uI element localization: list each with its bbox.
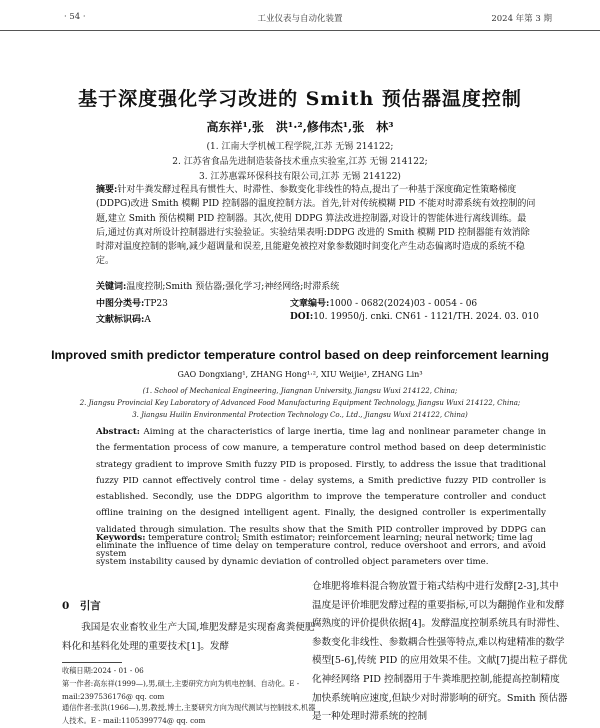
article-no-value: 1000 - 0682(2024)03 - 0054 - 06 <box>329 299 478 309</box>
keywords-en <box>96 530 546 562</box>
english-authors: GAO Dongxiang¹, ZHANG Hong¹·², XIU Weijie¹, ZHANG Lin³ <box>177 370 423 379</box>
article-no-row <box>290 296 477 309</box>
journal-name: 工业仪表与自动化装置 <box>257 14 343 24</box>
doc-code-label: 文献标识码: <box>96 315 145 325</box>
keywords-en-text: temperature control; Smith estimator; reinforcement learning; neural network; time lag system <box>96 533 533 559</box>
affiliation-2: 2. 江苏省食品先进制造装备技术重点实验室,江苏 无锡 214122; <box>172 157 428 167</box>
clc-row <box>96 296 168 309</box>
footnote-corresponding-author: 通信作者:张洪(1966—),男,教授,博士,主要研究方向为现代测试与控制技术,机器人技术。E - mail:1105399774@ qq. com <box>62 703 316 725</box>
doi-row <box>290 312 539 322</box>
header-rule <box>0 30 600 31</box>
intro-left-text: 我国是农业畜牧业生产大国,堆肥发酵是实现畜禽粪便肥料化和基料化处理的重要技术[1]。发酵 <box>62 622 315 652</box>
footnote-rule <box>62 662 122 663</box>
doi-label: DOI: <box>290 312 314 322</box>
affiliation-3: 3. 江苏惠霖环保科技有限公司,江苏 无锡 214122) <box>199 172 401 182</box>
doc-code-value: A <box>144 315 151 325</box>
abstract-cn-text: 针对牛粪发酵过程具有惯性大、时滞性、参数变化非线性的特点,提出了一种基于深度确定性策略梯度(DDPG)改进 Smith 模糊 PID 控制器的温度控制方法。首先,针对传统模糊 PID 不能对时滞系统有效控制的问题,建立 Smith 预估模糊 PID 控制器。其次,使用 DDPG 算法改进控制器,对设计的智能体进行离线训练。最后,通过仿真对所设计控制器进行实验验证。实验结果表明:DDPG 改进的 Smith 模糊 PID 控制器能有效消除时滞对温度控制的影响,减少超调量和误差,且能避免被控对象参数随时间变化产生动态偏离时造成的系统不稳定。 <box>96 185 536 267</box>
abstract-en-text: Aiming at the characteristics of large inertia, time lag and nonlinear parameter change in the fermentation process of cow manure, a temperature control method based on deep deterministic strategy gradient to improve Smith fuzzy PID is proposed. Firstly, to address the issue that traditional fuzzy PID cannot effectively control time - delay systems, a Smith predictive fuzzy PID controller is established. Secondly, use the DDPG algorithm to improve the temperature controller and conduct offline training on the designed intelligent agent. Finally, the designed controller is experimentally validated through simulation. The results show that the Smith PID controller improved by DDPG can eliminate the influence of time delay on temperature control, reduce overshoot and errors, and avoid system instability caused by dynamic deviation of controlled object parameters over time. <box>96 427 546 568</box>
section-number: 0 <box>62 600 70 612</box>
affiliation-1: (1. 江南大学机械工程学院,江苏 无锡 214122; <box>206 142 394 152</box>
author-list: 高东祥¹,张 洪¹·²,修伟杰¹,张 林³ <box>206 120 394 134</box>
keywords-en-label: Keywords: <box>96 533 146 543</box>
keywords-cn-text: 温度控制;Smith 预估器;强化学习;神经网络;时滞系统 <box>126 282 340 292</box>
doi-value: 10. 19950/j. cnki. CN61 - 1121/TH. 2024. 03. 010 <box>313 312 539 322</box>
doc-code-row <box>96 312 151 325</box>
abstract-cn <box>96 183 536 269</box>
english-title: Improved smith predictor temperature control based on deep reinforcement learning <box>51 348 549 362</box>
intro-right-column <box>312 578 568 727</box>
keywords-cn-label: 关键词: <box>96 282 127 292</box>
section-heading <box>62 598 101 613</box>
keywords-cn <box>96 280 536 294</box>
english-affiliation-3: 3. Jiangsu Huilin Environmental Protection Technology Co., Ltd., Jiangsu Wuxi 214122, China) <box>132 411 468 419</box>
clc-value: TP23 <box>144 299 168 309</box>
intro-right-text: 仓堆肥将堆料混合物放置于箱式结构中进行发酵[2-3],其中温度是评价堆肥发酵过程的重要指标,可以为翻抛作业和发酵腐熟度的评价提供依据[4]。发酵温度控制系统具有时滞性、参数变化非线性、参数耦合性强等特点,难以构建精准的数学模型[5-6],传统 PID 的应用效果不佳。文献[7]提出粒子群优化神经网络 PID 控制器用于牛粪堆肥控制,能提高控制精度加快系统响应速度,但缺少对时滞影响的研究。Smith 预估器是一种处理时滞系统的控制 <box>312 581 568 723</box>
footnote-first-author: 第一作者:高东祥(1999—),男,硕士,主要研究方向为机电控制、自动化。E - mail:2397536176@ qq. com <box>62 679 300 701</box>
section-title: 引言 <box>79 600 101 612</box>
clc-label: 中图分类号: <box>96 299 145 309</box>
footnote-received: 收稿日期:2024 - 01 - 06 <box>62 666 144 675</box>
issue-label: 2024 年第 3 期 <box>491 14 552 24</box>
english-affiliation-2: 2. Jiangsu Provincial Key Laboratory of Advanced Food Manufacturing Equipment Technology, Jiangsu Wuxi 214122, China; <box>79 399 521 407</box>
paper-title: 基于深度强化学习改进的 Smith 预估器温度控制 <box>78 88 522 110</box>
article-no-label: 文章编号: <box>290 299 330 309</box>
intro-left-column <box>62 618 318 656</box>
english-affiliation-1: (1. School of Mechanical Engineering, Jiangnan University, Jiangsu Wuxi 214122, China; <box>142 387 458 395</box>
abstract-cn-label: 摘要: <box>96 185 118 195</box>
abstract-en-label: Abstract: <box>96 427 140 437</box>
page-number: · 54 · <box>64 12 86 22</box>
